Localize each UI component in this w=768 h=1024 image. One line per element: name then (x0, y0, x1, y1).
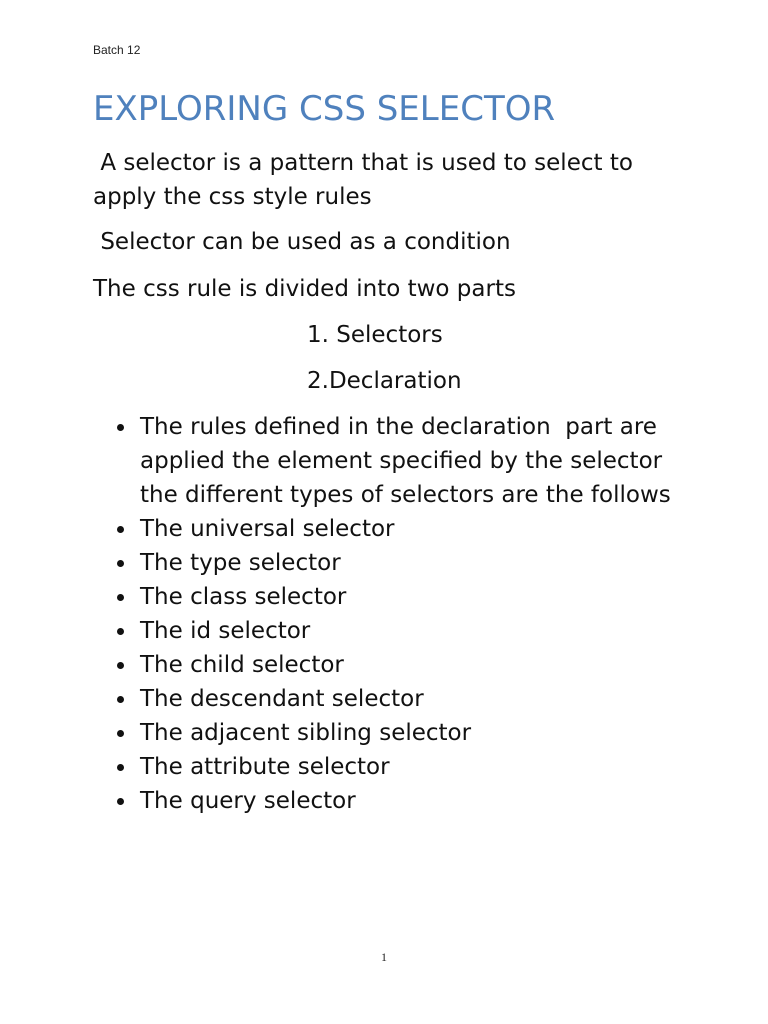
list-item-text: The type selector (140, 550, 341, 576)
bullet-icon (117, 798, 124, 805)
list-item-text: The child selector (140, 652, 344, 678)
list-item-text: The attribute selector (140, 754, 390, 780)
numbered-item-declaration: 2.Declaration (307, 368, 462, 394)
list-item (113, 784, 693, 818)
bullet-icon (117, 560, 124, 567)
list-item-text: The query selector (140, 788, 356, 814)
bullet-icon (117, 730, 124, 737)
document-title: EXPLORING CSS SELECTOR (93, 89, 556, 129)
list-item (113, 648, 693, 682)
list-item-text: The universal selector (140, 516, 395, 542)
bullet-icon (117, 628, 124, 635)
list-item (113, 614, 693, 648)
page-number: 1 (381, 950, 387, 964)
paragraph-css-rule-parts: The css rule is divided into two parts (93, 276, 516, 302)
list-item (113, 410, 693, 512)
bullet-icon (117, 594, 124, 601)
list-item-text: The rules defined in the declaration part are applied the element specified by the selector the different types of selectors are the follows (140, 414, 671, 508)
list-item-text: The descendant selector (140, 686, 424, 712)
list-item (113, 682, 693, 716)
numbered-item-selectors: 1. Selectors (307, 322, 443, 348)
bullet-icon (117, 424, 124, 431)
paragraph-selector-condition: Selector can be used as a condition (93, 229, 511, 255)
list-item-text: The id selector (140, 618, 311, 644)
bullet-icon (117, 526, 124, 533)
selector-types-list (113, 410, 693, 818)
list-item-text: The class selector (140, 584, 347, 610)
bullet-icon (117, 696, 124, 703)
list-item (113, 580, 693, 614)
paragraph-selector-definition: A selector is a pattern that is used to select to apply the css style rules (93, 150, 641, 210)
list-item (113, 512, 693, 546)
bullet-icon (117, 662, 124, 669)
list-item-text: The adjacent sibling selector (140, 720, 472, 746)
list-item (113, 750, 693, 784)
list-item (113, 716, 693, 750)
bullet-icon (117, 764, 124, 771)
page-header: Batch 12 (93, 43, 141, 57)
list-item (113, 546, 693, 580)
